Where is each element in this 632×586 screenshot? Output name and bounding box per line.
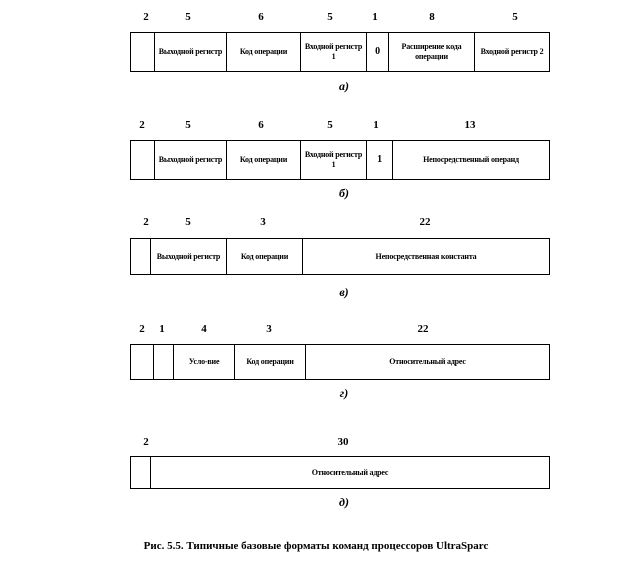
field-cell: Непосредственная константа xyxy=(375,251,477,261)
figure-caption: Рис. 5.5. Типичные базовые форматы команд процессоров UltraSparc xyxy=(143,540,489,552)
field-cell: Входной регистр 1 xyxy=(301,33,367,71)
bit-width: 2 xyxy=(139,323,145,335)
field-cell: Относительный адрес xyxy=(311,467,389,477)
instruction-format-row xyxy=(130,238,550,275)
bit-width: 5 xyxy=(327,119,333,131)
field-cell: Входной регистр 1 xyxy=(301,141,367,179)
bit-width: 22 xyxy=(419,216,431,228)
field-cell xyxy=(131,239,151,274)
field-cell: 1 xyxy=(367,141,393,179)
bit-width: 2 xyxy=(139,119,145,131)
bit-width: 5 xyxy=(327,11,333,23)
bit-width: 6 xyxy=(258,119,264,131)
format-label: а) xyxy=(339,79,349,93)
bit-width: 1 xyxy=(159,323,165,335)
format-label: г) xyxy=(339,386,349,400)
instruction-format-row xyxy=(130,456,550,489)
bit-width: 6 xyxy=(258,11,264,23)
bit-width: 4 xyxy=(201,323,207,335)
field-cell xyxy=(131,345,154,379)
bit-width: 2 xyxy=(143,216,149,228)
bit-width: 13 xyxy=(464,119,476,131)
field-cell: Усло-вие xyxy=(174,345,235,379)
field-cell: 0 xyxy=(367,33,389,71)
format-label: в) xyxy=(339,285,349,299)
bit-width: 3 xyxy=(266,323,272,335)
bit-width: 5 xyxy=(185,119,191,131)
bit-width: 8 xyxy=(429,11,435,23)
format-label: б) xyxy=(339,186,349,200)
bit-width: 3 xyxy=(260,216,266,228)
field-cell: Код операции xyxy=(227,239,303,274)
bit-width: 30 xyxy=(337,436,349,448)
field-cell: Входной регистр 2 xyxy=(480,47,544,57)
bit-width: 1 xyxy=(373,119,379,131)
bit-width: 5 xyxy=(185,216,191,228)
instruction-format-row xyxy=(130,32,550,72)
field-cell: Относительный адрес xyxy=(389,357,466,367)
format-label: д) xyxy=(339,495,349,509)
field-cell: Непосредственный операнд xyxy=(423,155,519,165)
field-cell xyxy=(154,345,174,379)
field-cell: Код операции xyxy=(227,141,301,179)
instruction-format-row xyxy=(130,344,550,380)
bit-width: 2 xyxy=(143,11,149,23)
field-cell xyxy=(131,141,155,179)
bit-width: 2 xyxy=(143,436,149,448)
field-cell: Выходной регистр xyxy=(151,239,227,274)
field-cell: Выходной регистр xyxy=(155,141,227,179)
field-cell: Выходной регистр xyxy=(155,33,227,71)
bit-width: 5 xyxy=(185,11,191,23)
bit-width: 1 xyxy=(372,11,378,23)
bit-width: 5 xyxy=(512,11,518,23)
field-cell xyxy=(131,33,155,71)
bit-width: 22 xyxy=(417,323,429,335)
field-cell xyxy=(131,457,151,488)
field-cell: Код операции xyxy=(227,33,301,71)
field-cell: Код операции xyxy=(235,345,306,379)
instruction-format-row xyxy=(130,140,550,180)
field-cell: Расширение кода операции xyxy=(389,33,475,71)
